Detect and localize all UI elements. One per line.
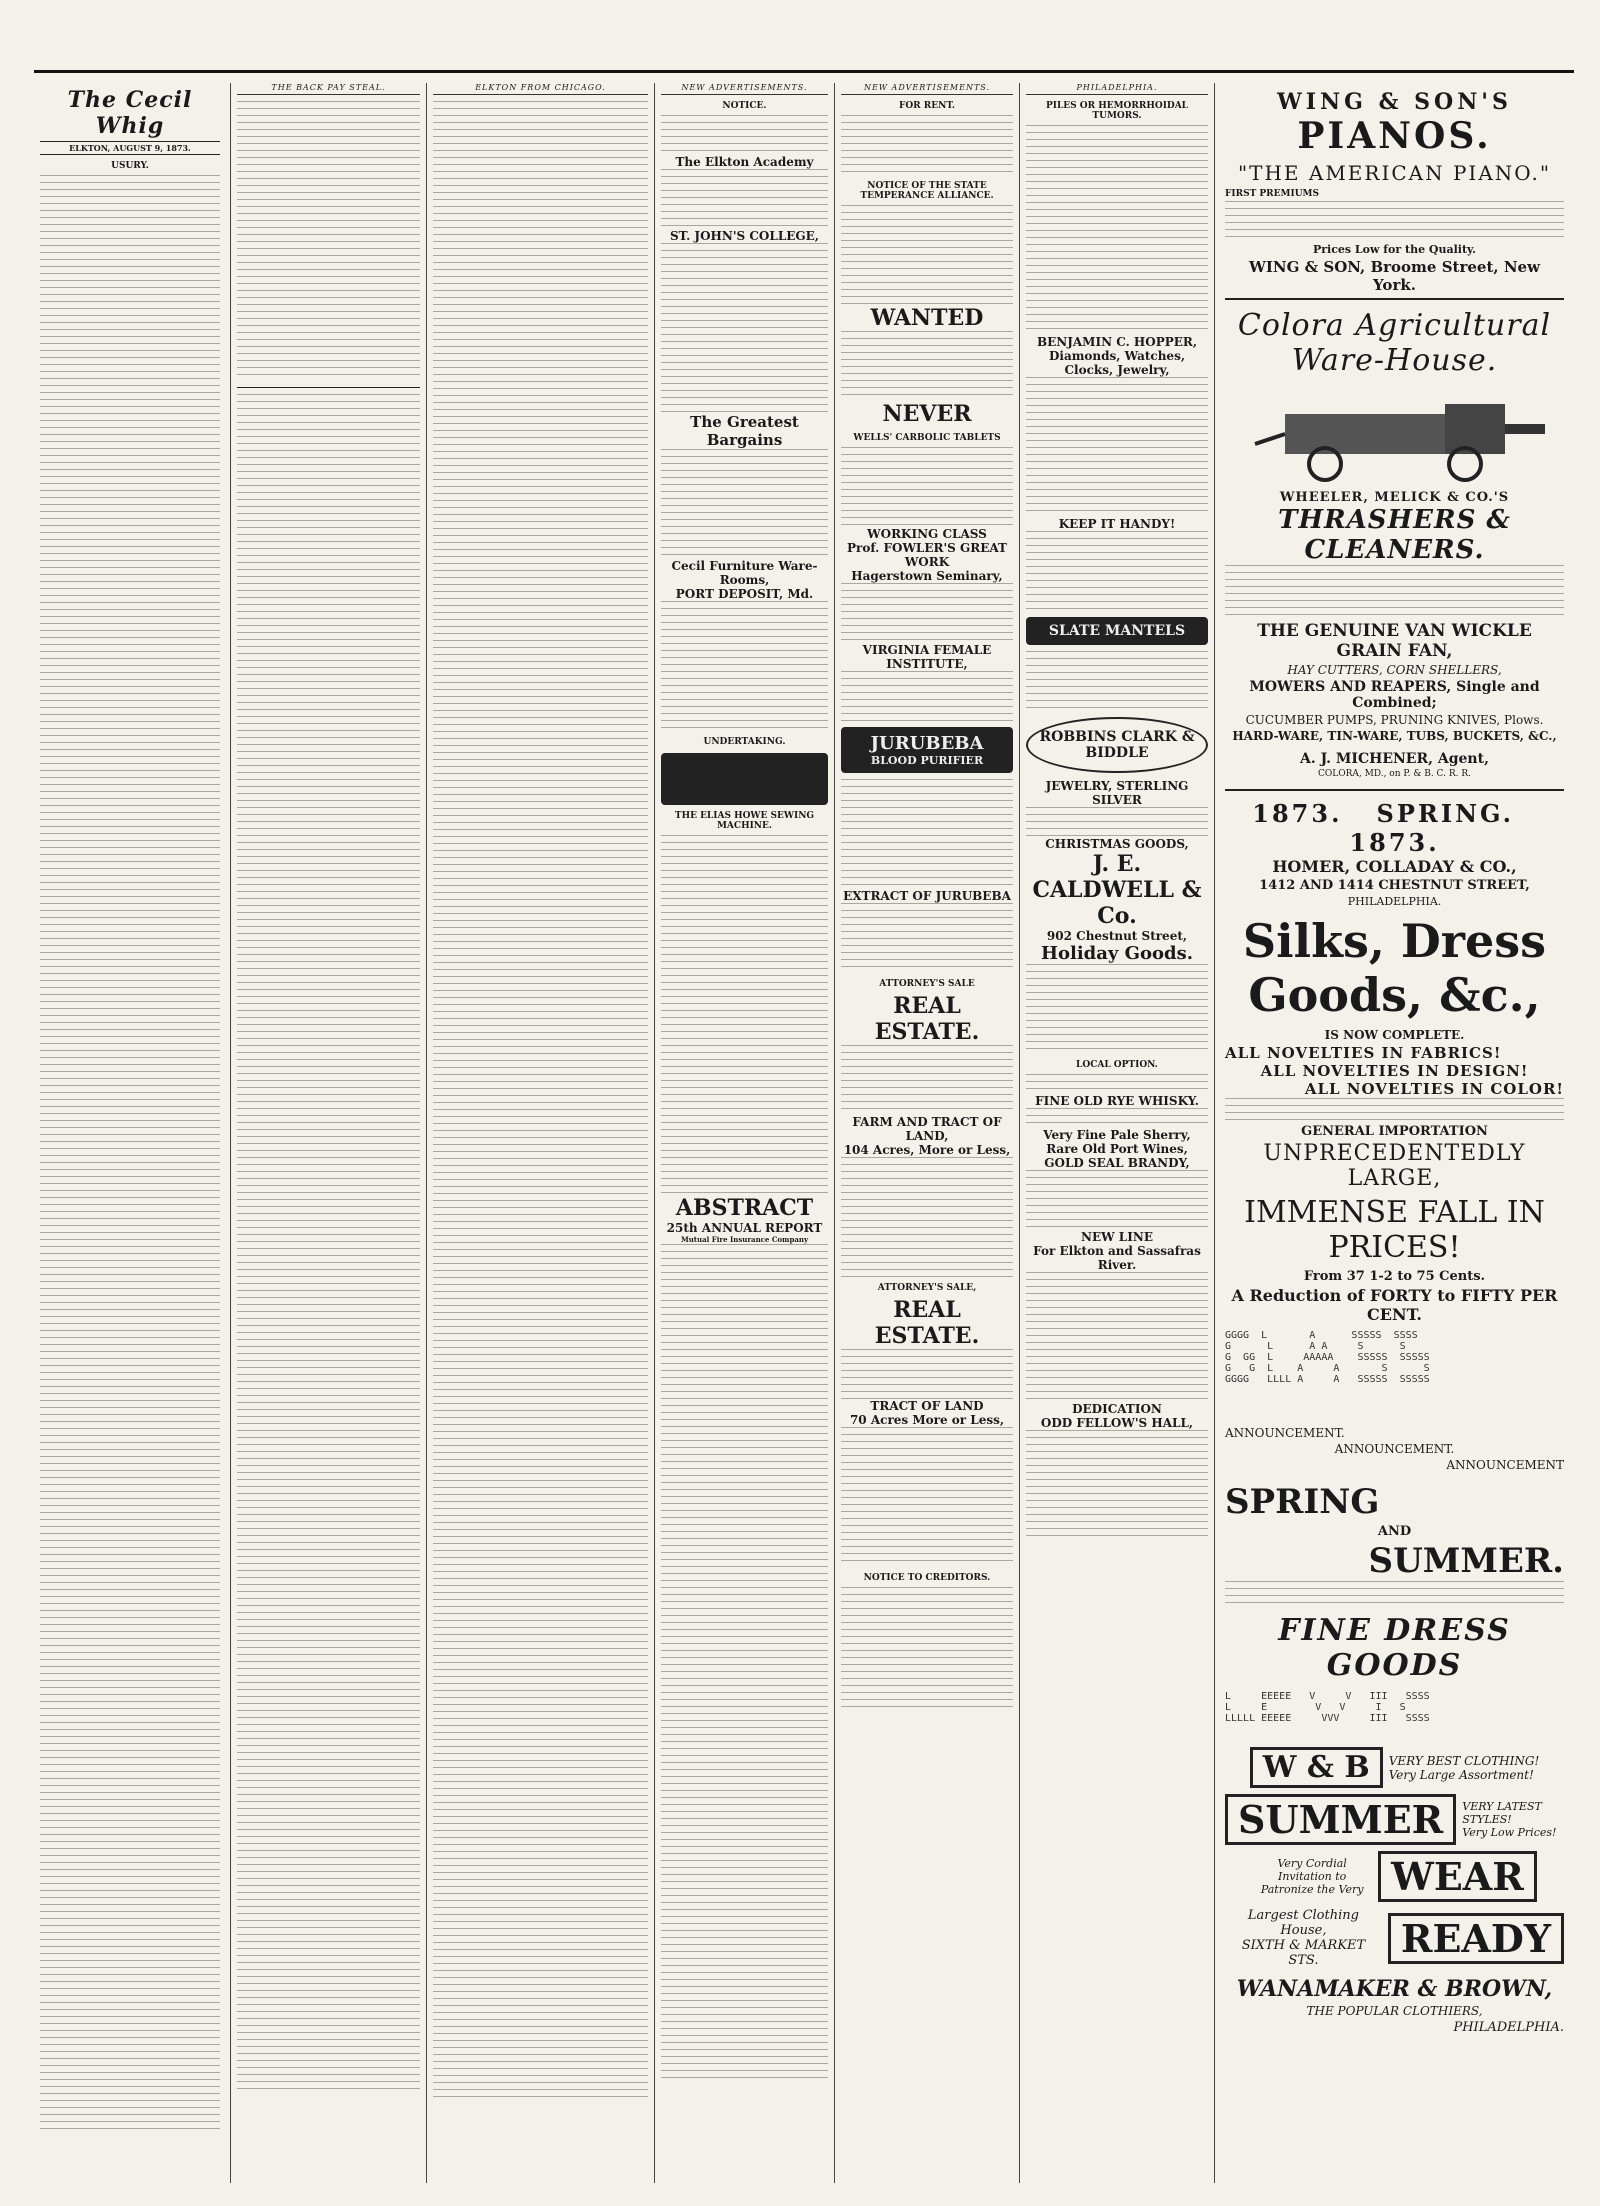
attorney-sale-heading: ATTORNEY'S SALE [879, 979, 975, 989]
cecil-furniture: Cecil Furniture Ware-Rooms, [671, 559, 818, 587]
odd-fellows-hall: ODD FELLOW'S HALL, [1040, 1416, 1194, 1430]
column-2 [230, 83, 426, 2183]
philadelphia-heading: PHILADELPHIA. [1026, 83, 1208, 95]
chestnut-address: 902 Chestnut Street, [1046, 929, 1188, 943]
text-block [661, 601, 828, 731]
article-text-block [237, 101, 420, 381]
wb-tagline [1389, 1754, 1540, 1782]
wheeler-melick: WHEELER, MELICK & CO.'S [1279, 490, 1510, 505]
fine-dress-goods: FINE DRESS GOODS [1278, 1613, 1511, 1683]
pianos-heading: PIANOS. [1297, 115, 1492, 157]
text-block [1026, 377, 1208, 517]
attorney-sale-heading-2: ATTORNEY'S SALE, [877, 1283, 977, 1293]
academy-heading: The Elkton Academy [675, 155, 814, 169]
homer-colladay: HOMER, COLLADAY & CO., [1272, 857, 1517, 876]
elkton-chicago-heading: ELKTON FROM CHICAGO. [433, 83, 648, 95]
colora-md: COLORA, MD., on P. & B. C. R. R. [1318, 769, 1471, 779]
best-clothing: VERY BEST CLOTHING! [1388, 1753, 1540, 1768]
acres-104: 104 Acres, More or Less, [843, 1143, 1011, 1157]
unprecedentedly-large: UNPRECEDENTEDLY LARGE, [1263, 1141, 1526, 1191]
rye-whisky: FINE OLD RYE WHISKY. [1035, 1094, 1199, 1108]
wells-heading: WELLS' CARBOLIC TABLETS [853, 433, 1001, 443]
illustration [661, 449, 828, 559]
text-block [1026, 807, 1208, 837]
text-block [841, 1157, 1013, 1277]
tract-of-land: TRACT OF LAND [870, 1399, 984, 1413]
column-5 [834, 83, 1019, 2183]
text-block [841, 1587, 1013, 1707]
dedication: DEDICATION [1072, 1402, 1162, 1416]
working-class: WORKING CLASS [867, 527, 987, 541]
holiday-goods: Holiday Goods. [1040, 943, 1194, 964]
from-price: From 37 1-2 to 75 Cents. [1303, 1269, 1486, 1284]
text-block [661, 169, 828, 229]
hopper-heading: BENJAMIN C. HOPPER, [1036, 335, 1198, 349]
text-block [841, 115, 1013, 175]
year-left: 1873. [1252, 799, 1343, 828]
text-block [841, 331, 1013, 401]
temperance-heading: NOTICE OF THE STATE TEMPERANCE ALLIANCE. [860, 181, 994, 201]
is-now-complete: IS NOW COMPLETE. [1324, 1028, 1465, 1042]
wing-address: WING & SON, Broome Street, New York. [1225, 258, 1564, 300]
wanted-heading: WANTED [870, 305, 984, 331]
farm-tract: FARM AND TRACT OF LAND, [852, 1115, 1002, 1143]
text-block [841, 779, 1013, 889]
silks-heading: Silks, Dress Goods, &c., [1242, 914, 1547, 1022]
port-deposit: PORT DEPOSIT, Md. [675, 587, 814, 601]
novelties-design: ALL NOVELTIES IN DESIGN! [1260, 1062, 1529, 1080]
and-label: AND [1377, 1524, 1412, 1539]
coffin-illustration [661, 753, 828, 805]
text-block [1026, 125, 1208, 335]
mowers-reapers: MOWERS AND REAPERS, Single and Combined; [1249, 679, 1540, 711]
wb-logo: W & B [1250, 1747, 1383, 1788]
blood-purifier: BLOOD PURIFIER [870, 754, 984, 767]
virginia-institute: VIRGINIA FEMALE INSTITUTE, [862, 643, 992, 671]
keep-handy: KEEP IT HANDY! [1058, 517, 1176, 531]
immense-fall: IMMENSE FALL IN PRICES! [1244, 1195, 1545, 1265]
text-block [1026, 1430, 1208, 1540]
back-pay-heading: THE BACK PAY STEAL. [237, 83, 420, 95]
van-wickle-fan: THE GENUINE VAN WICKLE GRAIN FAN, [1257, 621, 1532, 661]
text-block [1026, 1074, 1208, 1094]
robbins-clark-biddle-ad: ROBBINS CLARK & BIDDLE [1026, 717, 1208, 773]
text-block [841, 205, 1013, 305]
michener-agent: A. J. MICHENER, Agent, [1300, 751, 1489, 767]
novelties-fabrics: ALL NOVELTIES IN FABRICS! [1225, 1044, 1502, 1062]
text-block [841, 447, 1013, 527]
american-piano: "THE AMERICAN PIANO." [1237, 161, 1552, 185]
first-premiums: FIRST PREMIUMS [1225, 189, 1319, 199]
jewelry-silver: JEWELRY, STERLING SILVER [1045, 779, 1189, 807]
text-block [841, 1349, 1013, 1399]
text-block [1026, 1108, 1208, 1128]
latest-styles: VERY LATEST STYLES! [1462, 1800, 1542, 1826]
vis-letter-art: L EEEEE V V III SSSS L E V V I S LLLLL EEEEE VVV III SSSS [1225, 1691, 1430, 1724]
elias-howe-heading: THE ELIAS HOWE SEWING MACHINE. [674, 811, 815, 831]
text-block [1026, 964, 1208, 1054]
piles-heading: PILES OR HEMORRHOIDAL TUMORS. [1045, 101, 1189, 121]
text-block [661, 115, 828, 155]
pale-sherry: Very Fine Pale Sherry, [1043, 1128, 1191, 1142]
thrashers-cleaners: THRASHERS & CLEANERS. [1278, 505, 1511, 565]
jurubeba-title: JURUBEBA [870, 733, 984, 754]
text-block [841, 583, 1013, 643]
text-block [841, 903, 1013, 973]
column-6 [1019, 83, 1214, 2183]
port-wines: Rare Old Port Wines, [1046, 1142, 1188, 1156]
acres-70: 70 Acres More or Less, [849, 1413, 1005, 1427]
hay-cutters: HAY CUTTERS, CORN SHELLERS, [1287, 663, 1502, 677]
colora-heading: Colora Agricultural Ware-House. [1237, 308, 1552, 378]
gold-seal-brandy: GOLD SEAL BRANDY, [1044, 1156, 1190, 1170]
ready-ad [1225, 1908, 1564, 1968]
diamonds-heading: Diamonds, Watches, Clocks, Jewelry, [1048, 349, 1186, 377]
jurubeba-ad [841, 727, 1013, 773]
right-ads-column [1214, 83, 1574, 2183]
never-heading: NEVER [882, 401, 972, 427]
spring-label: SPRING. [1376, 799, 1514, 828]
mutual-fire: Mutual Fire Insurance Company [680, 1235, 809, 1244]
column-4 [654, 83, 834, 2183]
novelties-color: ALL NOVELTIES IN COLOR! [1304, 1080, 1564, 1098]
text-block [841, 671, 1013, 721]
hardware: HARD-WARE, TIN-WARE, TUBS, BUCKETS, &C., [1232, 729, 1557, 743]
article-text-block [237, 394, 420, 2094]
philadelphia-2: PHILADELPHIA. [1453, 2020, 1564, 2035]
text-block [1225, 565, 1564, 615]
real-estate-heading: REAL ESTATE. [874, 993, 980, 1045]
low-prices: Very Low Prices! [1462, 1826, 1557, 1839]
announcement-3: ANNOUNCEMENT [1446, 1458, 1564, 1472]
new-ads-heading: NEW ADVERTISEMENTS. [661, 83, 828, 95]
wear-ad [1225, 1851, 1564, 1902]
divider [237, 387, 420, 388]
wb-ad [1225, 1747, 1564, 1788]
announcement-2: ANNOUNCEMENT. [1334, 1442, 1455, 1456]
largest-clothing: Largest Clothing House, [1247, 1908, 1359, 1938]
gala-letter-art: GGGG L A SSSSS SSSS G L A A S S G GG L AAAAA SSSSS SSSSS G G L A A S S GGGG LLLL A A SSSSS SSSSS [1225, 1330, 1430, 1385]
dateline: ELKTON, AUGUST 9, 1873. [40, 141, 220, 155]
creditors-notice: NOTICE TO CREDITORS. [863, 1573, 991, 1583]
real-estate-heading-2: REAL ESTATE. [874, 1297, 980, 1349]
caldwell-heading: J. E. CALDWELL & Co. [1032, 851, 1202, 929]
text-block [1026, 651, 1208, 711]
text-block [1225, 201, 1564, 241]
fowler-work: Prof. FOWLER'S GREAT WORK [847, 541, 1007, 569]
text-block [1026, 1272, 1208, 1402]
summer-wear-ad [1225, 1794, 1564, 1845]
notice-heading: NOTICE. [722, 101, 767, 111]
announcement-1: ANNOUNCEMENT. [1225, 1426, 1345, 1440]
stjohns-heading: ST. JOHN'S COLLEGE, [670, 229, 819, 243]
text-block [661, 835, 828, 1195]
undertaking-heading: UNDERTAKING. [703, 737, 786, 747]
for-rent-heading: FOR RENT. [898, 101, 956, 111]
article-text-block [433, 101, 648, 2101]
popular-clothiers: THE POPULAR CLOTHIERS, [1306, 2004, 1483, 2018]
machine-icon [1245, 384, 1565, 484]
spring-1873 [1225, 789, 1564, 857]
wing-son-heading: WING & SON'S [1277, 89, 1512, 115]
largest-house [1225, 1908, 1382, 1968]
year-right: 1873. [1349, 828, 1440, 857]
text-block [1026, 531, 1208, 611]
masthead-title: The Cecil Whig [67, 87, 193, 139]
ready-box: READY [1388, 1913, 1564, 1964]
text-block [1225, 1581, 1564, 1605]
newspaper-page [34, 70, 1574, 2183]
cordial-invitation: Very Cordial Invitation to Patronize the Very [1260, 1857, 1364, 1896]
column-3 [426, 83, 654, 2183]
column-1 [34, 83, 226, 2183]
wanamaker-brown: WANAMAKER & BROWN, [1236, 1976, 1553, 2002]
extract-jurubeba: EXTRACT OF JURUBEBA [843, 889, 1011, 903]
greatest-bargains: The Greatest Bargains [690, 413, 799, 449]
general-importation: GENERAL IMPORTATION [1301, 1124, 1488, 1139]
christmas-goods: CHRISTMAS GOODS, [1045, 837, 1189, 851]
wear-box: WEAR [1378, 1851, 1537, 1902]
thresher-illustration [1245, 384, 1544, 484]
prices-quality: Prices Low for the Quality. [1312, 243, 1477, 256]
sixth-market: SIXTH & MARKET STS. [1241, 1938, 1366, 1968]
homer-address: 1412 AND 1414 CHESTNUT STREET, [1259, 878, 1530, 893]
text-block [841, 1045, 1013, 1115]
reduction: A Reduction of FORTY to FIFTY PER CENT. [1231, 1286, 1558, 1324]
styles-tagline [1462, 1800, 1564, 1839]
local-option: LOCAL OPTION. [1076, 1060, 1158, 1070]
text-block [661, 243, 828, 413]
annual-report: 25th ANNUAL REPORT [666, 1221, 823, 1235]
cucumber-pumps: CUCUMBER PUMPS, PRUNING KNIVES, Plows. [1245, 713, 1544, 727]
summer-big: SUMMER. [1368, 1541, 1564, 1581]
hagerstown: Hagerstown Seminary, [851, 569, 1003, 583]
large-assortment: Very Large Assortment! [1388, 1767, 1534, 1782]
article-text-block [40, 175, 220, 2135]
new-ads-heading: NEW ADVERTISEMENTS. [841, 83, 1013, 95]
text-block [1225, 1098, 1564, 1122]
usury-heading: USURY. [111, 161, 149, 171]
abstract-heading: ABSTRACT [675, 1195, 814, 1221]
spring-big: SPRING [1225, 1482, 1380, 1522]
text-block [1026, 1170, 1208, 1230]
text-block [661, 1244, 828, 2084]
text-block [841, 1427, 1013, 1567]
summer-box: SUMMER [1225, 1794, 1456, 1845]
slate-mantels-ad: SLATE MANTELS [1026, 617, 1208, 645]
new-line: NEW LINE [1081, 1230, 1153, 1244]
philadelphia: PHILADELPHIA. [1347, 895, 1442, 908]
elkton-sassafras: For Elkton and Sassafras River. [1033, 1244, 1201, 1272]
